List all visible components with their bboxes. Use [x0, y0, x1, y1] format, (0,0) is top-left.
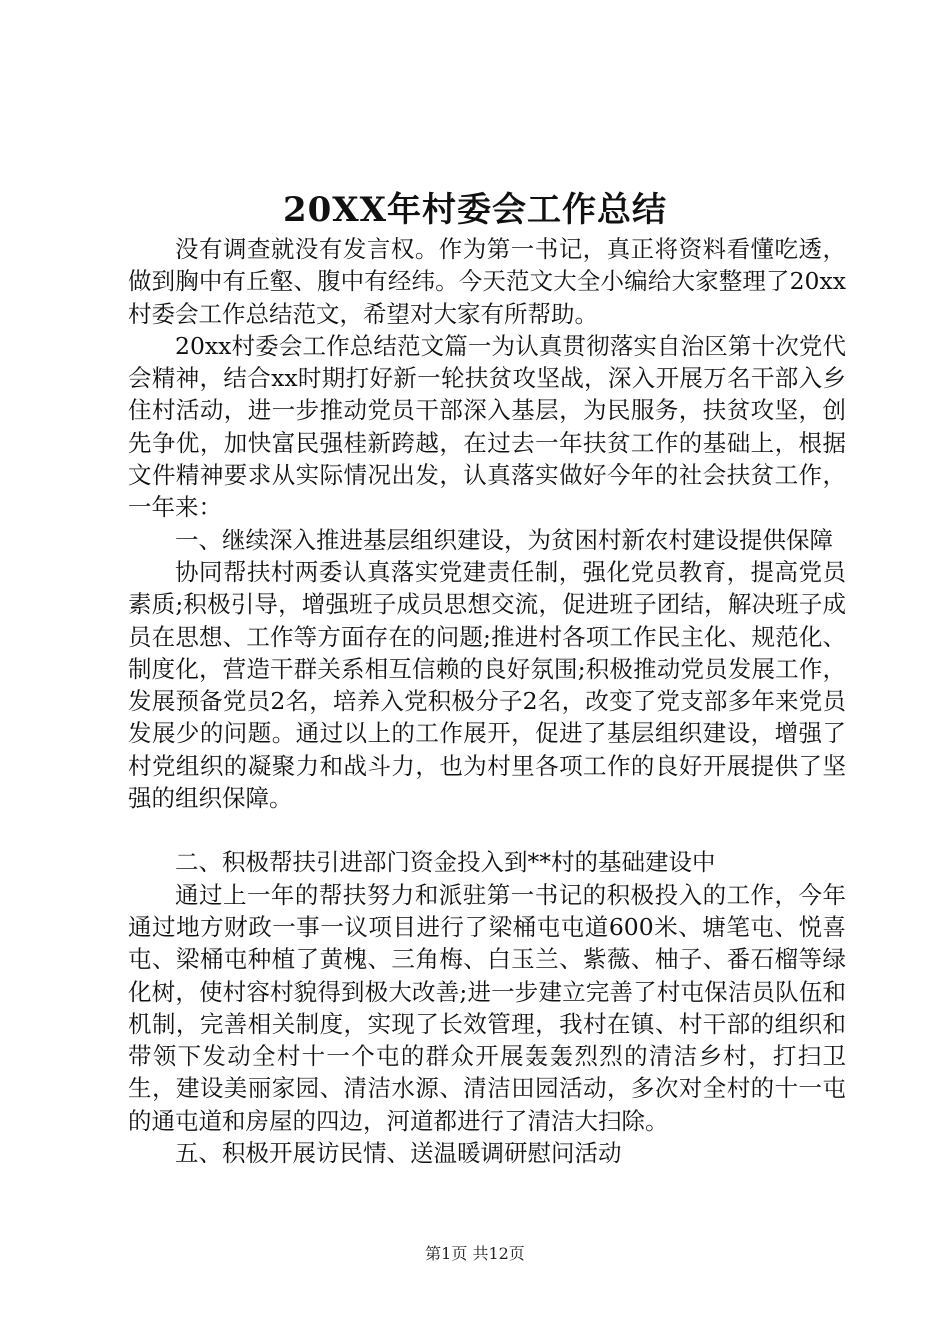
- paragraph-opening: 20xx村委会工作总结范文篇一为认真贯彻落实自治区第十次党代会精神，结合xx时期打好新一轮扶贫攻坚战，深入开展万名干部入乡住村活动，进一步推动党员干部深入基层，为民服务，扶贫攻坚，创先争优，加快富民强桂新跨越，在过去一年扶贫工作的基础上，根据文件精神要求从实际情况出发，认真落实做好今年的社会扶贫工作，一年来：: [128, 331, 846, 522]
- section-heading-2: 二、积极帮扶引进部门资金投入到**村的基础建设中: [175, 848, 716, 877]
- page-footer: 第1页 共12页: [425, 1244, 525, 1263]
- paragraph-section-2: 通过上一年的帮扶努力和派驻第一书记的积极投入的工作，今年通过地方财政一事一议项目进行了梁桶屯屯道600米、塘笔屯、悦喜屯、梁桶屯种植了黄槐、三角梅、白玉兰、紫薇、柚子、番石榴等绿化树，使村容村貌得到极大改善;进一步建立完善了村屯保洁员队伍和机制，完善相关制度，实现了长效管理，我村在镇、村干部的组织和带领下发动全村十一个屯的群众开展轰轰烈烈的清洁乡村，打扫卫生，建设美丽家园、清洁水源、清洁田园活动，多次对全村的十一屯的通屯道和房屋的四边，河道都进行了清洁大扫除。: [128, 880, 846, 1135]
- paragraph-section-1: 协同帮扶村两委认真落实党建责任制，强化党员教育，提高党员素质;积极引导，增强班子成员思想交流，促进班子团结，解决班子成员在思想、工作等方面存在的问题;推进村各项工作民主化、规范化、制度化，营造干群关系相互信赖的良好氛围;积极推动党员发展工作，发展预备党员2名，培养入党积极分子2名，改变了党支部多年来党员发展少的问题。通过以上的工作展开，促进了基层组织建设，增强了村党组织的凝聚力和战斗力，也为村里各项工作的良好开展提供了坚强的组织保障。: [128, 557, 846, 813]
- section-heading-5: 五、积极开展访民情、送温暖调研慰问活动: [175, 1139, 622, 1168]
- document-title: 20XX年村委会工作总结: [282, 190, 668, 230]
- document-body: [128, 233, 846, 1169]
- section-heading-1: 一、继续深入推进基层组织建设，为贫困村新农村建设提供保障: [175, 525, 833, 554]
- paragraph-intro: 没有调查就没有发言权。作为第一书记，真正将资料看懂吃透，做到胸中有丘壑、腹中有经纬。今天范文大全小编给大家整理了20xx村委会工作总结范文，希望对大家有所帮助。: [128, 235, 846, 328]
